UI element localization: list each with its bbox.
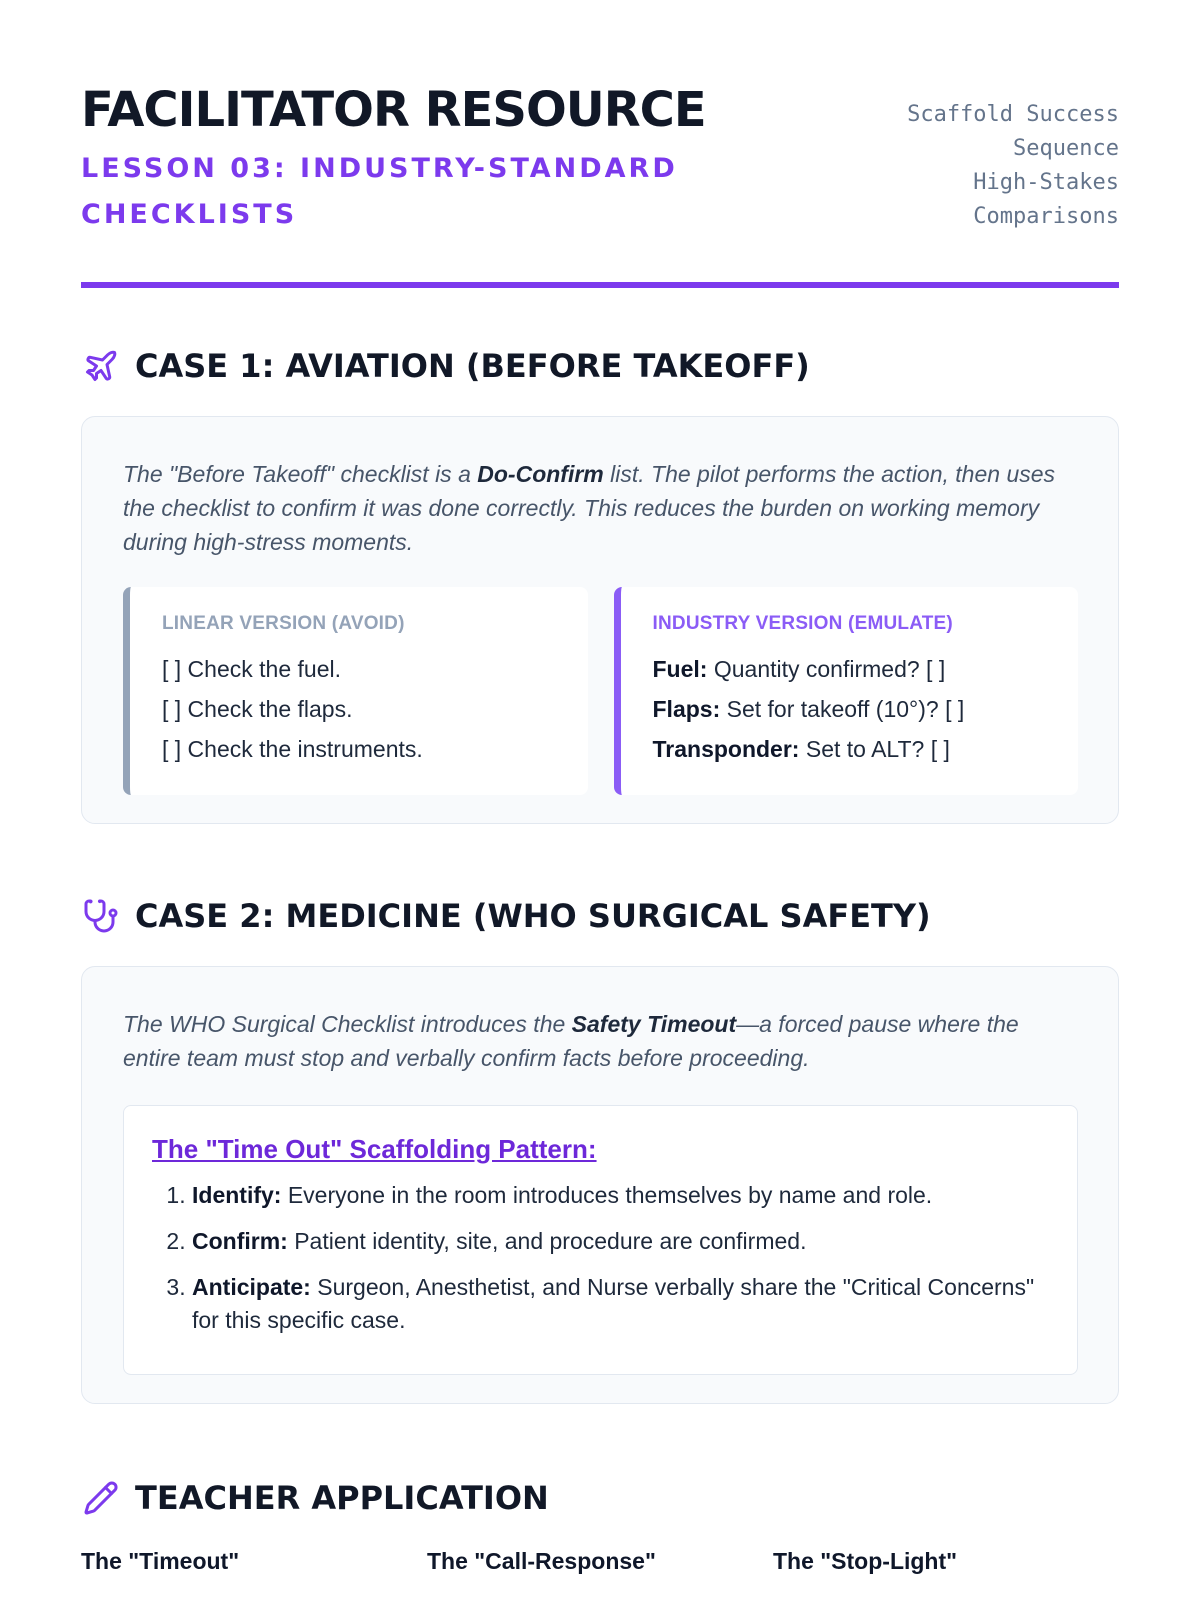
checklist-comparison [123,587,1078,795]
tag-high-stakes: High-Stakes [973,170,1119,195]
teacher-heading: TEACHER APPLICATION [135,1479,549,1517]
case1-heading: CASE 1: AVIATION (BEFORE TAKEOFF) [135,347,810,385]
timeout-steps [152,1179,1051,1337]
linear-version-card [123,587,588,795]
case1-box [81,416,1119,824]
timeout-step-term: Confirm: [192,1228,288,1254]
lesson-subtitle: LESSON 03: INDUSTRY-STANDARD CHECKLISTS [81,153,678,230]
industry-item-text: Quantity confirmed? [ ] [707,656,946,682]
pencil-icon [81,1478,121,1518]
header [81,80,1119,288]
case1-intro [123,457,1078,559]
timeout-pattern-card [123,1105,1078,1375]
timeout-step-text: Patient identity, site, and procedure are confirmed. [287,1228,807,1254]
industry-item-term: Fuel: [652,656,708,682]
industry-item [653,689,1055,729]
case2-intro-text-b: —a forced pause where the entire team must stop and verbally confirm facts before proceeding. [123,1011,1019,1071]
case1-intro-text-a: The "Before Takeoff" checklist is a [123,461,478,487]
timeout-step [192,1179,1051,1212]
case2-heading-row [81,894,1119,938]
tag-sequence: Sequence [1013,136,1119,161]
timeout-step-term: Identify: [192,1182,282,1208]
case2-intro [123,1007,1078,1075]
timeout-step-text: Everyone in the room introduces themselves by name and role. [281,1182,933,1208]
linear-item: [ ] Check the fuel. [162,656,341,682]
case2-box [81,966,1119,1404]
header-left [81,80,781,238]
case2-heading: CASE 2: MEDICINE (WHO SURGICAL SAFETY) [135,897,931,935]
case1-intro-bold: Do-Confirm [477,461,604,487]
industry-item-term: Flaps: [652,696,721,722]
industry-item [653,649,1055,689]
case1-intro-text-b: list. The pilot performs the action, then uses the checklist to confirm it was done correctly. This reduces the burden on working memory during high-stress moments. [123,461,1056,555]
case2-intro-bold: Safety Timeout [571,1011,737,1037]
teacher-heading-row [81,1476,1119,1520]
stethoscope-icon [81,896,121,936]
application-call-response: The "Call-Response" [427,1548,656,1574]
tag-list [907,98,1119,234]
industry-version-card [614,587,1079,795]
application-stop-light: The "Stop-Light" [773,1548,958,1574]
tag-scaffold-success: Scaffold Success [907,102,1119,127]
application-timeout: The "Timeout" [81,1548,240,1574]
timeout-step-term: Anticipate: [192,1274,311,1300]
industry-version-label: INDUSTRY VERSION (EMULATE) [652,613,953,634]
linear-version-label: LINEAR VERSION (AVOID) [162,613,405,634]
industry-item-text: Set for takeoff (10°)? [ ] [720,696,965,722]
linear-item: [ ] Check the instruments. [162,736,423,762]
timeout-step [192,1225,1051,1258]
case2-intro-text-a: The WHO Surgical Checklist introduces the [123,1011,572,1037]
industry-item-text: Set to ALT? [ ] [799,736,950,762]
tag-comparisons: Comparisons [973,204,1119,229]
teacher-application-columns [81,1548,1119,1575]
timeout-step [192,1271,1051,1337]
timeout-step-text: Surgeon, Anesthetist, and Nurse verbally share the "Critical Concerns" for this specific case. [192,1274,1035,1333]
industry-item [653,729,1055,769]
linear-item: [ ] Check the flaps. [162,696,353,722]
case1-heading-row [81,344,1119,388]
timeout-pattern-title: The "Time Out" Scaffolding Pattern: [152,1134,597,1164]
plane-icon [81,346,121,386]
industry-item-term: Transponder: [652,736,800,762]
page-title: FACILITATOR RESOURCE [81,82,706,138]
